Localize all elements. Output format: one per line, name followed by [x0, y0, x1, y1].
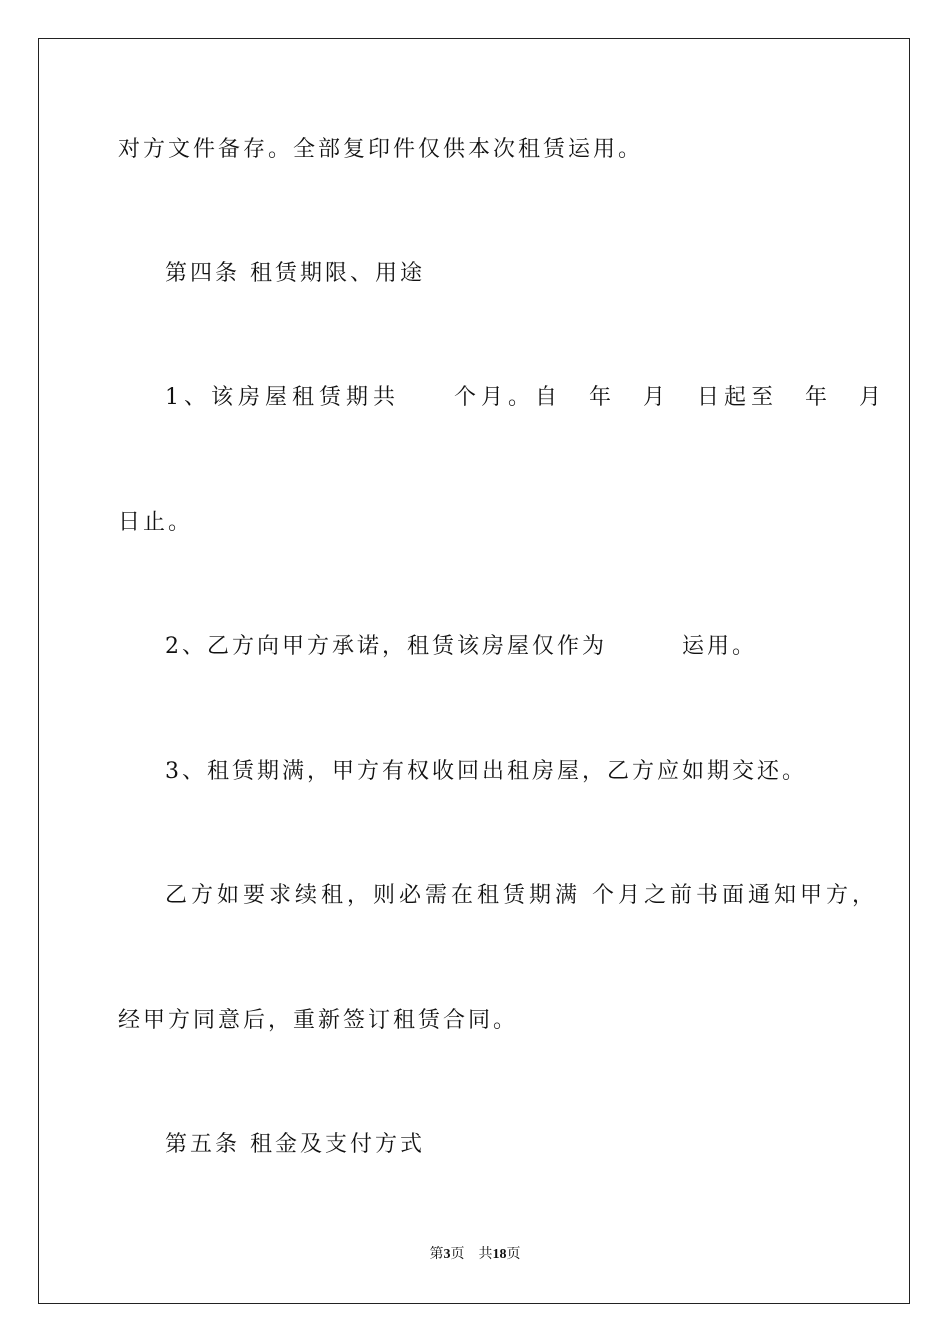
footer-page-suffix: 页	[450, 1247, 465, 1262]
page-frame	[38, 38, 910, 1304]
body-line: 乙方如要求续租，则必需在租赁期满 个月之前书面通知甲方，	[165, 883, 878, 908]
footer-page-number: 3	[443, 1247, 451, 1262]
article-heading: 第五条 租金及支付方式	[165, 1132, 425, 1157]
body-line: 日止。	[118, 510, 194, 535]
body-line: 3、租赁期满，甲方有权收回出租房屋，乙方应如期交还。	[165, 759, 807, 784]
footer-total-suffix: 页	[506, 1247, 521, 1262]
article-heading: 第四条 租赁期限、用途	[165, 261, 425, 286]
footer-total-prefix: 共	[478, 1247, 493, 1262]
footer-total-pages: 18	[492, 1247, 507, 1262]
body-line: 1、该房屋租赁期共 个月。自 年 月 日起至 年 月	[165, 385, 886, 410]
footer-page-prefix: 第	[429, 1247, 444, 1262]
page-footer	[0, 1243, 950, 1263]
body-line: 经甲方同意后，重新签订租赁合同。	[118, 1008, 519, 1033]
body-line: 2、乙方向甲方承诺，租赁该房屋仅作为 运用。	[165, 634, 757, 659]
body-line: 对方文件备存。全部复印件仅供本次租赁运用。	[118, 137, 644, 162]
